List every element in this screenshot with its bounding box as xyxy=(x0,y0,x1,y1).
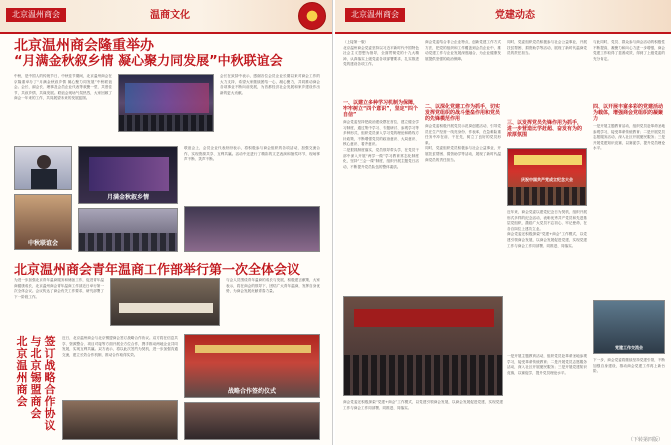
right-page xyxy=(335,0,671,445)
col3-para-c: 一是开展主题教育活动，组织党员赴革命圣地参观学习，接受革命传统教育；二是开展党员志愿服务活动，深入社区开展便民服务；三是开展党建知识竞赛，以赛促学，提升党员理论水平。 xyxy=(507,354,587,375)
article-youth-text-b xyxy=(226,278,320,326)
photo-youth-meeting xyxy=(110,278,220,326)
vertical-title-ximeng: 与北京锡盟商会 xyxy=(30,335,42,420)
meeting-banner xyxy=(354,309,494,327)
col4-para-a: 与此同时，党员、群众参与商会活动的积极性不断提高，凝聚力和向心力进一步增强，商会党建工作取得了显著成效，得到了上级党委的充分肯定。 xyxy=(593,40,665,61)
col3-para-b: 商会党委还积极探索“党建+商会”工作模式，以党建引领商会发展，以商会发展促进党建，实现党建工作与商会工作同部署、同推进、同落实。 xyxy=(507,232,587,248)
col2-text-b xyxy=(425,124,501,284)
photo-mid-autumn-caption: 月满金秋叙乡情 xyxy=(106,194,149,201)
photo-party-anniversary-caption: 庆祝中国共产党成立纪念大会 xyxy=(521,177,573,182)
col1-text-a xyxy=(343,40,419,96)
col4-text-a xyxy=(593,40,665,100)
col2-text-a xyxy=(425,40,501,100)
meeting-audience xyxy=(344,355,502,395)
article-mid-autumn-text-a xyxy=(14,74,112,144)
party-emblem-icon xyxy=(298,2,326,30)
photo-signing xyxy=(184,334,320,398)
col2-para-b: 商会党委积极开展党员示范岗创建活动，引导党员在生产经营一线亮身份、作表率，在急难险重任务中冲在前、干在先，树立了良好的党员形象。 xyxy=(425,124,501,145)
right-section-title: 党建动态 xyxy=(495,10,535,21)
col1-heading: 一、以建立多种学习机制为保障，牢牢树立“四个意识”，坚定“四个自信” xyxy=(343,100,419,118)
col4-para-b: 一是开展主题教育活动，组织党员赴革命圣地参观学习，接受革命传统教育；二是开展党员志愿服务活动，深入社区开展便民服务；三是开展党建知识竞赛，以赛促学，提升党员理论水平。 xyxy=(593,124,665,151)
article-mid-autumn-para-b: 会长在致辞中表示，感谢各位会员企业长期以来对商会工作的大力支持，希望大家继续团结一心，凝心聚力，共同推动商会各项事业不断向前发展，为首都经济社会发展和家乡建设作出新的更大贡献。 xyxy=(220,74,320,95)
left-section-title: 温商文化 xyxy=(150,10,190,21)
col3-text-top xyxy=(507,40,587,116)
col1-text-b xyxy=(343,120,419,290)
col3-para-top: 同时，党委组织党员积极参与社会公益事业，开展扶贫帮困、捐资助学等活动，展现了新时代温商党员的责任担当。 xyxy=(507,40,587,56)
conference-table xyxy=(119,303,213,313)
photo-handshake xyxy=(62,400,178,440)
photo-party-exchange xyxy=(593,300,665,354)
right-header-tag: 北京温州商会 xyxy=(345,8,405,22)
article-youth-para-b: 与会人员围绕青年温商的成长与发展，积极建言献策，大家表示，将在商会的领导下，团结广大青年温商，发挥自身优势，为商会发展贡献青春力量。 xyxy=(226,278,320,294)
vertical-title-agreement: 签订战略合作协议 xyxy=(44,335,56,432)
col3-para-a: 近年来，商会党委以建党纪念日为契机，组织开展形式多样的纪念活动，表彰优秀共产党员和先进基层党组织，激励广大党员不忘初心、牢记使命，在各自岗位上建功立业。 xyxy=(507,210,587,231)
col1-para-b: 商会党委坚持把政治建设摆在首位，建立健全学习制度，通过集中学习、专题研讨、参观学习等多种形式，组织党员深入学习党的理论和路线方针政策，不断增强党员的政治意识、大局意识、核心意识、看齐意识。 xyxy=(343,120,419,147)
col1-para-c: 二是狠抓制度落实，党员领导带头学，在党员干部中深入开展“两学一做”学习教育常态化制度化，坚持“三会一课”制度，组织开展主题党日活动，不断提升党员队伍的整体素质。 xyxy=(343,147,419,169)
anniversary-audience xyxy=(508,187,586,205)
banner-screen xyxy=(89,157,169,191)
headline-mid-autumn-line1: 北京温州商会隆重举办 xyxy=(14,38,154,54)
audience-rows xyxy=(119,115,213,131)
photo-performance-caption: 中秋联谊会 xyxy=(27,240,58,247)
continue-note: （下转第四版） xyxy=(627,437,663,443)
photo-hall xyxy=(184,206,320,252)
col1-para-a: 北京温州商会党委坚持以习近平新时代中国特色社会主义思想为指导，全面贯彻党的十九大精神，认真落实上级党委各项部署要求，扎实推进党的建设各项工作。 xyxy=(343,45,419,67)
photo-mid-autumn-stage xyxy=(118,74,214,132)
col4-text-c xyxy=(593,358,665,428)
col3-heading: 三、以发挥党员先锋作用为抓手，进一步营造比学赶超、奋发有为的浓厚氛围 xyxy=(507,120,583,138)
photo-signing-caption: 战略合作签约仪式 xyxy=(227,388,276,395)
headline-youth-meeting: 北京温州商会青年温商工作部举行第一次全体会议 xyxy=(14,263,301,278)
article-mid-autumn-para-c: 联谊会上，会员企业代表纷纷表示，将积极参与商会组织的各项活动，加强交流合作，实现资源共享、互利共赢。活动中还进行了精彩的文艺表演和抽奖环节，现场掌声不断、笑声不断。 xyxy=(184,146,320,162)
col2-para-c: 同时，党委组织党员积极参与社会公益事业，开展扶贫帮困、捐资助学等活动，展现了新时代温商党员的责任担当。 xyxy=(425,146,501,162)
photo-mid-autumn-banner xyxy=(78,146,178,204)
col4-text-b xyxy=(593,124,665,296)
signing-banner xyxy=(195,345,311,353)
speaker-figure xyxy=(37,155,51,169)
photo-group-agreement xyxy=(184,402,320,440)
photo-group xyxy=(78,208,178,252)
col-bottom-para: 商会党委还积极探索“党建+商会”工作模式，以党建引领商会发展，以商会发展促进党建，实现党建工作与商会工作同部署、同推进、同落实。 xyxy=(343,400,503,410)
col2-para-a: 商会党委结合非公企业特点，创新党建工作方式方法，把党的组织和工作覆盖到会员企业中，推动党建工作与企业发展深度融合，为企业健康发展提供坚强的政治保障。 xyxy=(425,40,501,61)
speaker-body xyxy=(31,169,57,190)
vertical-title-wenzhou: 北京温州商会 xyxy=(16,335,28,408)
article-youth-para-a: 为进一步加强北京青年温商服务和储备工作，促进青年温商健康成长，北京温州商会青年温商工作部近日举行第一次全体会议。会议传达了商会有关工作要求，研究部署了下一阶段工作。 xyxy=(14,278,104,299)
article-mid-autumn-text-b xyxy=(220,74,320,144)
article-mid-autumn-text-c xyxy=(184,146,320,202)
left-page xyxy=(0,0,333,445)
photo-speaker xyxy=(14,146,72,190)
col4-para-c: 下一步，商会党委将继续坚持党建引领，不断加强自身建设，推动商会党建工作再上新台阶。 xyxy=(593,358,665,374)
col3-text-a xyxy=(507,210,587,350)
photo-party-exchange-caption: 党建工作交流会 xyxy=(615,345,643,350)
article-youth-text-a xyxy=(14,278,104,322)
photo-party-anniversary xyxy=(507,148,587,206)
article-agreement-para: 近日，北京温州商会与北京锡盟商会签订战略合作协议。双方将在信息共享、资源整合、项目对接等方面开展全方位合作，携手推动两地企业共同发展，实现互利共赢。双方表示，将以此次签约为契机，进一步加强沟通交流，建立长效合作机制，推动合作取得实效。 xyxy=(62,336,178,357)
headline-mid-autumn xyxy=(14,38,324,70)
col4-heading: 四、以开展丰富多彩的党建活动为载体，增强商会党组织的凝聚力 xyxy=(593,104,664,122)
left-header-tag: 北京温州商会 xyxy=(6,8,66,22)
article-mid-autumn-para-a: 中秋，是中国人的传统节日，中秋佳节期间，北京温州商会在京隆重举办了“月满金秋叙乡情 凝心聚力同发展”中秋联谊会。会长、副会长、理事及会员企业代表等欢聚一堂，共度佳节，共叙乡情，共谋发展。联谊会现场气氛热烈，大家回顾了商会一年来的工作，共同展望未来的发展蓝图。 xyxy=(14,74,112,101)
stage-screen xyxy=(125,83,209,113)
col2-heading: 二、以深化党建工作为抓手，切实发挥党组织的战斗堡垒作用和党员的先锋模范作用 xyxy=(425,104,501,122)
anniversary-banner xyxy=(514,155,582,165)
article-agreement-text xyxy=(62,336,178,396)
col1-intro: （上接第一版） xyxy=(343,40,369,44)
col3-text-c xyxy=(507,354,587,434)
col-bottom-text xyxy=(343,400,503,440)
headline-mid-autumn-line2: “月满金秋叙乡情 凝心聚力同发展”中秋联谊会 xyxy=(14,54,283,69)
photo-party-meeting xyxy=(343,296,503,396)
photo-performance xyxy=(14,194,72,250)
group-people xyxy=(79,233,177,251)
